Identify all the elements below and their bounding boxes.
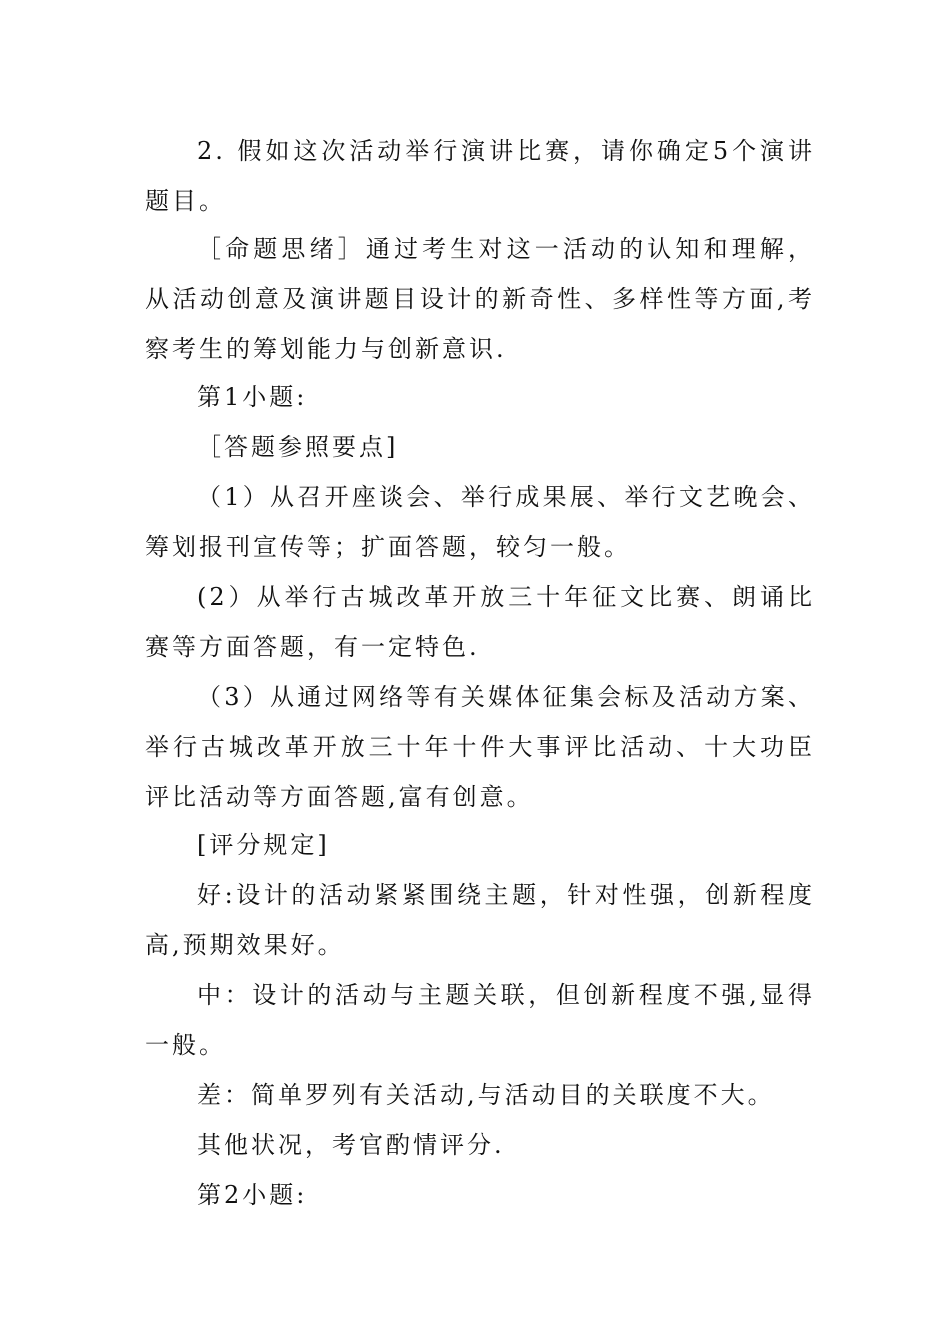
answer-point-3: （3）从通过网络等有关媒体征集会标及活动方案、举行古城改革开放三十年十件大事评比活动、十大功臣评比活动等方面答题,富有创意。	[145, 683, 815, 811]
question-2-paragraph: 2. 假如这次活动举行演讲比赛，请你确定5个演讲题目。	[145, 137, 815, 215]
subquestion-1-heading: 第1小题:	[197, 383, 308, 411]
answer-key-heading: ［答题参照要点]	[197, 433, 399, 461]
score-other: 其他状况，考官酌情评分.	[197, 1131, 505, 1159]
subquestion-2-heading: 第2小题:	[197, 1181, 308, 1209]
score-poor: 差：简单罗列有关活动,与活动目的关联度不大。	[197, 1081, 775, 1109]
scoring-rules-heading: [评分规定]	[197, 831, 330, 859]
score-medium: 中：设计的活动与主题关联，但创新程度不强,显得一般。	[145, 981, 815, 1059]
proposition-rationale-paragraph: ［命题思绪］通过考生对这一活动的认知和理解，从活动创意及演讲题目设计的新奇性、多样性等方面,考察考生的筹划能力与创新意识.	[145, 235, 815, 363]
answer-point-1: （1）从召开座谈会、举行成果展、举行文艺晚会、筹划报刊宣传等；扩面答题，较匀一般。	[145, 483, 815, 561]
score-good: 好:设计的活动紧紧围绕主题，针对性强，创新程度高,预期效果好。	[145, 881, 815, 959]
answer-point-2: (2）从举行古城改革开放三十年征文比赛、朗诵比赛等方面答题，有一定特色.	[145, 583, 815, 661]
